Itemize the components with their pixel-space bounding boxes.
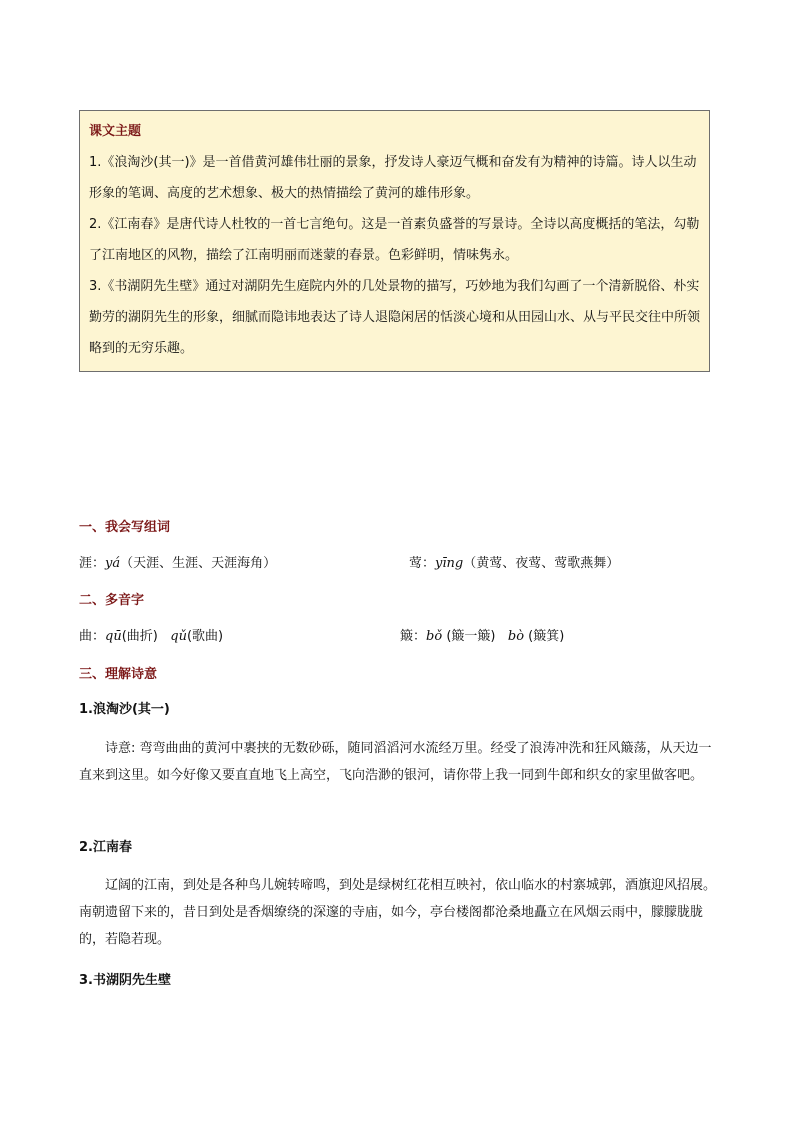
section2-heading: 二、多音字 (79, 593, 145, 608)
theme-item-2: 2.《江南春》是唐代诗人杜牧的一首七言绝句。这是一首素负盛誉的写景诗。全诗以高度概括的笔法，勾勒了江南地区的风物，描绘了江南明丽而迷蒙的春景。色彩鲜明，情味隽永。 (89, 217, 700, 263)
vocab-words: （黄莺、夜莺、莺歌燕舞） (463, 556, 620, 571)
poem-meaning-1: 诗意: 弯弯曲曲的黄河中裹挟的无数砂砾，随同滔滔河水流经万里。经受了浪涛冲洗和狂风簸荡，从天边一直来到这里。如今好像又要直直地飞上高空，飞向浩渺的银河，请你带上我一同到牛郎和织女的家里做客吧。 (79, 741, 712, 783)
theme-item-1: 1.《浪淘沙(其一)》是一首借黄河雄伟壮丽的景象，抒发诗人豪迈气概和奋发有为精神的诗篇。诗人以生动形象的笔调、高度的艺术想象、极大的热情描绘了黄河的雄伟形象。 (89, 155, 697, 201)
poem-meaning-2: 辽阔的江南，到处是各种鸟儿婉转啼鸣，到处是绿树红花相互映衬，依山临水的村寨城郭，酒旗迎风招展。南朝遗留下来的，昔日到处是香烟缭绕的深邃的寺庙，如今，亭台楼阁都沧桑地矗立在风烟云雨中，朦朦胧胧的，若隐若现。 (79, 878, 717, 947)
theme-title: 课文主题 (89, 124, 142, 139)
polyphone-word: (簸箕) (528, 629, 565, 644)
polyphone-entry-qu (79, 627, 223, 647)
vocab-char: 莺： (409, 556, 436, 571)
vocab-entry-ying (409, 554, 619, 574)
theme-item-3: 3.《书湖阴先生壁》通过对湖阴先生庭院内外的几处景物的描写，巧妙地为我们勾画了一个清新脱俗、朴实勤劳的湖阴先生的形象，细腻而隐讳地表达了诗人退隐闲居的恬淡心境和从田园山水、从与平民交往中所领略到的无穷乐趣。 (89, 279, 701, 356)
polyphone-word: (歌曲) (186, 629, 224, 644)
vocab-words: （天涯、生涯、天涯海角） (120, 556, 277, 571)
polyphone-word: (曲折) (121, 629, 158, 644)
vocab-char: 涯： (79, 556, 106, 571)
polyphone-char: 曲： (79, 629, 106, 644)
polyphone-pinyin: qǔ (170, 629, 187, 644)
theme-box (79, 110, 710, 372)
polyphone-char: 簸： (400, 629, 427, 644)
vocab-pinyin: yīng (435, 556, 464, 571)
section3-heading: 三、理解诗意 (79, 667, 158, 682)
vocab-entry-ya (79, 554, 276, 574)
poem-title-2: 2.江南春 (79, 840, 132, 855)
polyphone-entry-bo (400, 627, 564, 647)
polyphone-word: (簸一簸) (446, 629, 496, 644)
polyphone-pinyin: bǒ (426, 629, 443, 644)
polyphone-pinyin: qū (105, 629, 122, 644)
poem-title-3: 3.书湖阴先生壁 (79, 973, 171, 988)
polyphone-pinyin: bò (507, 629, 525, 644)
vocab-pinyin: yá (105, 556, 121, 571)
section1-heading: 一、我会写组词 (79, 520, 171, 535)
poem-title-1: 1.浪淘沙(其一) (79, 702, 170, 717)
